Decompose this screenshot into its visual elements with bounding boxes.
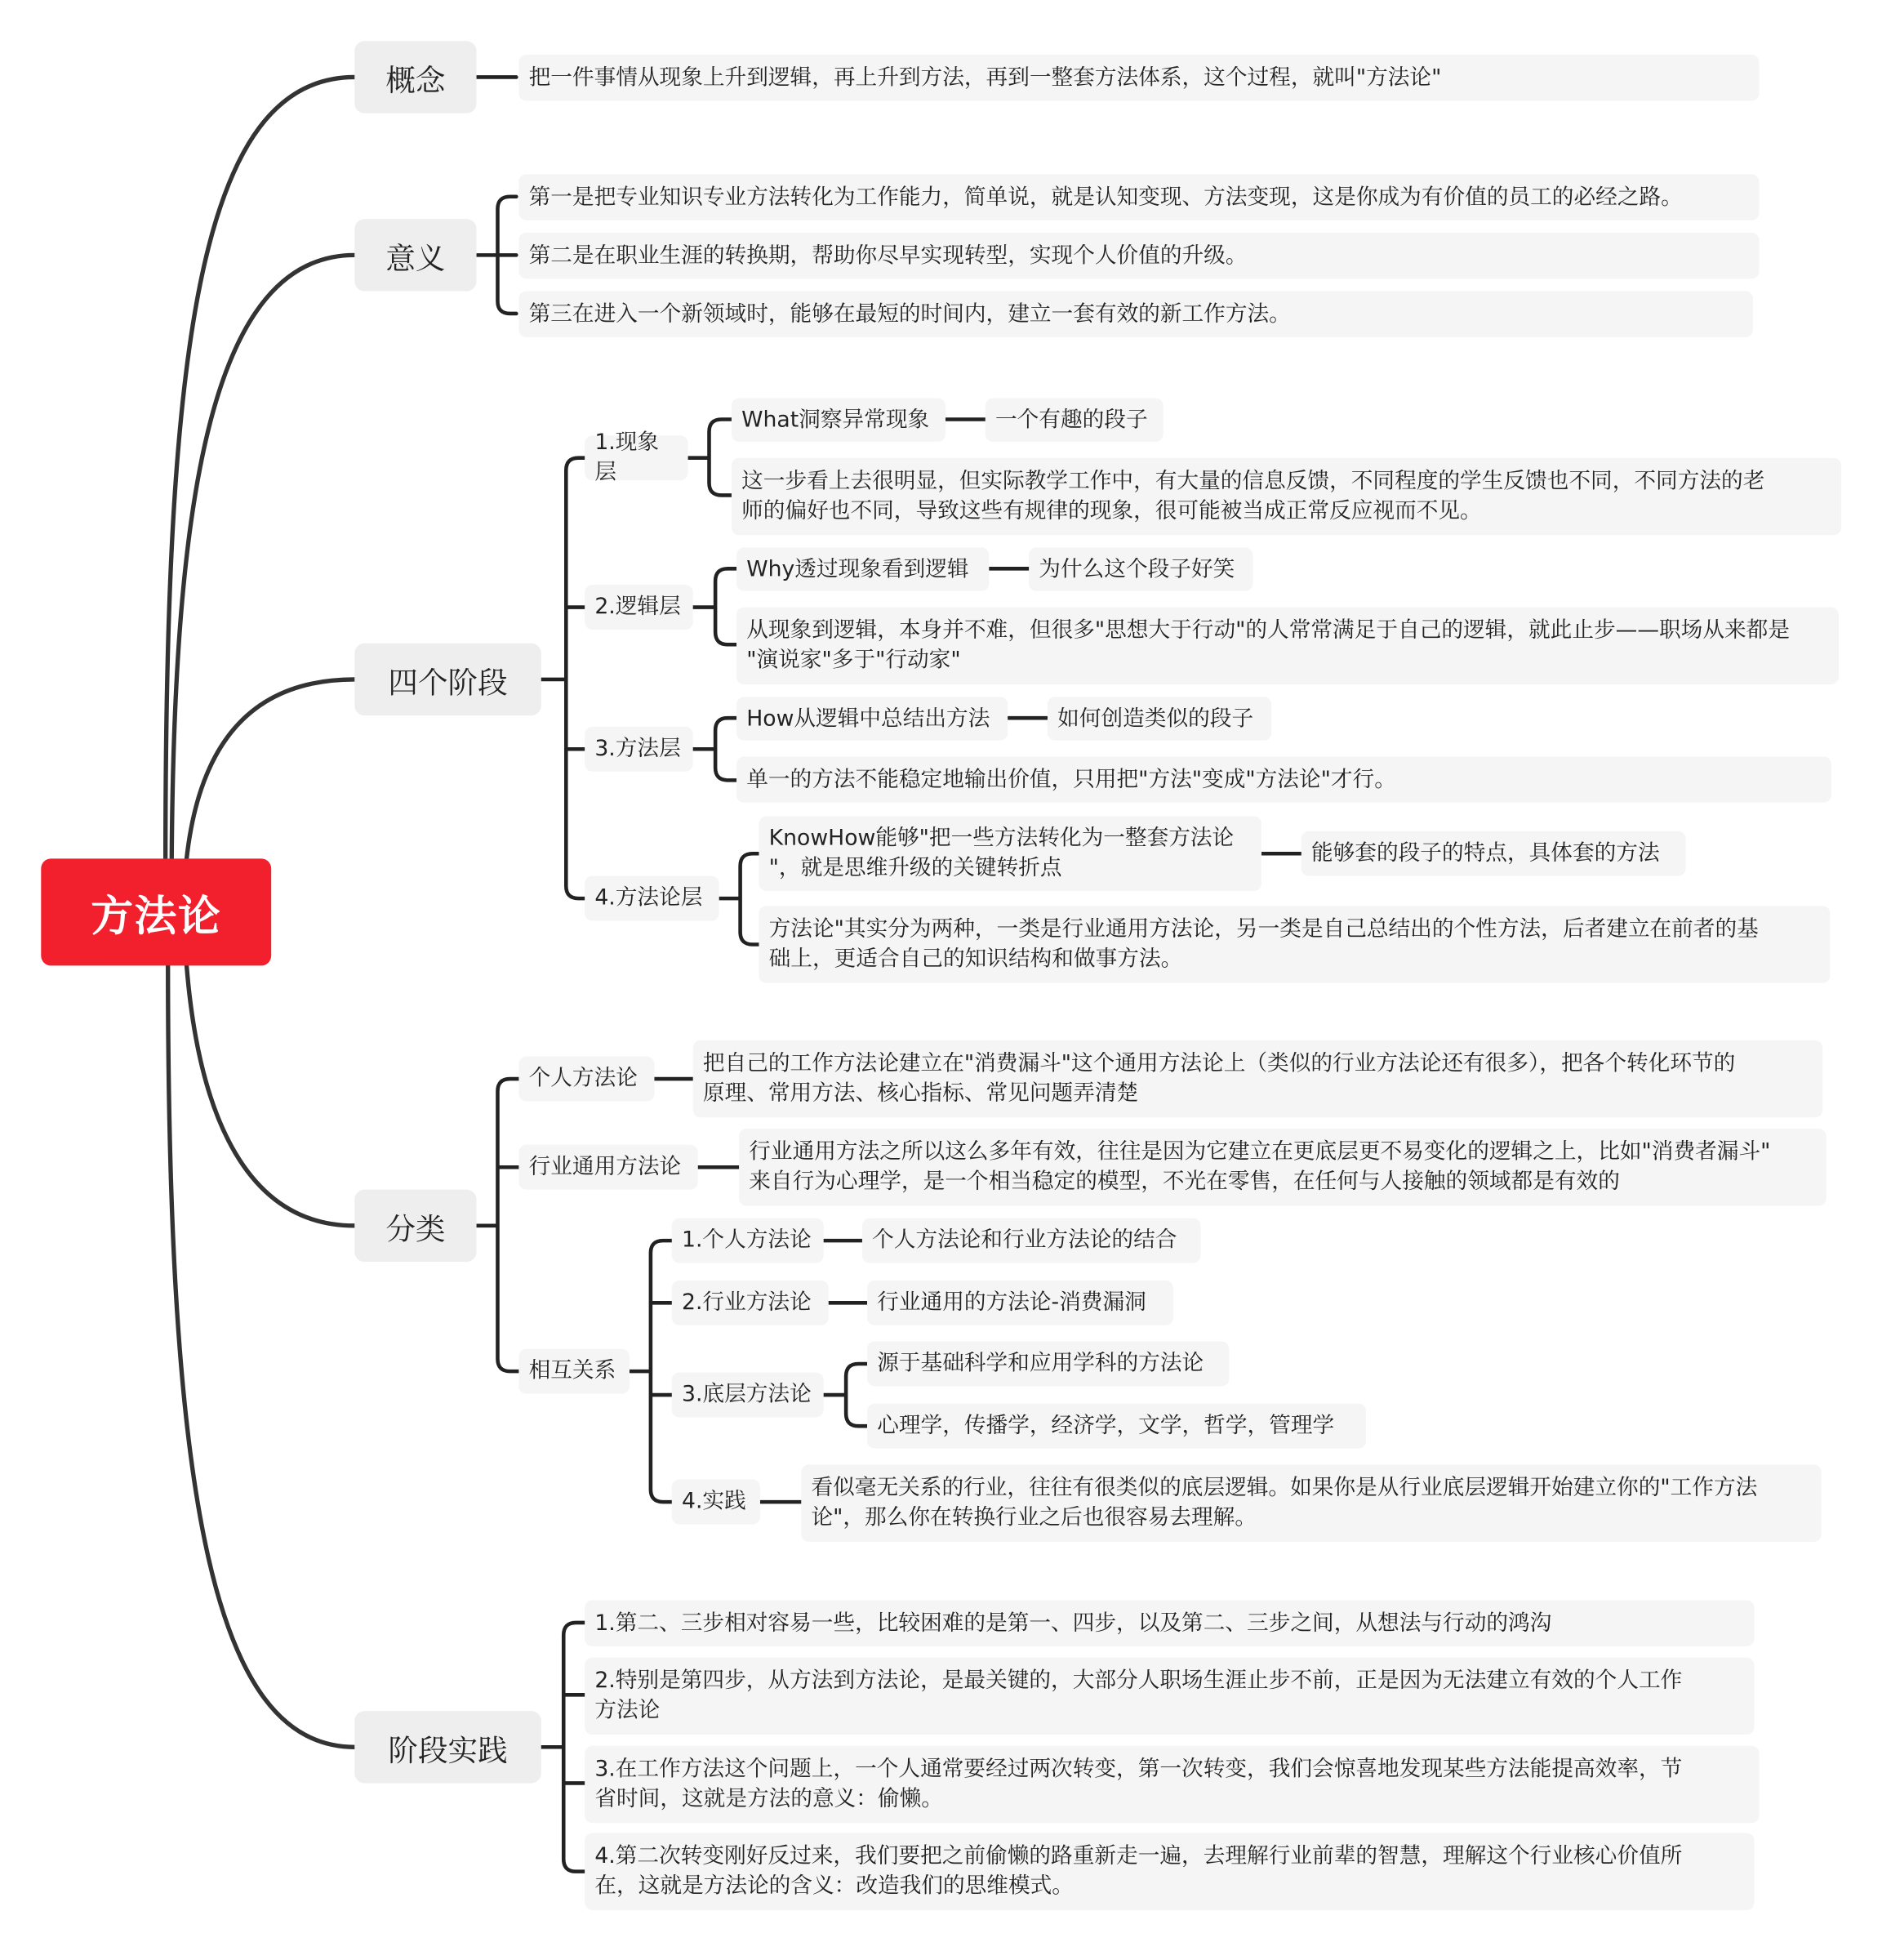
stage-3-question[interactable]: How从逻辑中总结出方法: [736, 697, 1008, 740]
relation-4-text[interactable]: 看似毫无关系的行业，往往有很类似的底层逻辑。如果你是从行业底层逻辑开始建立你的"工作方法 论"，那么你在转换行业之后也很容易去理解。: [801, 1464, 1821, 1541]
stage-4-question[interactable]: KnowHow能够"把一些方法转化为一整套方法论 "，就是思维升级的关键转折点: [759, 817, 1261, 891]
root-node[interactable]: 方法论: [41, 858, 271, 965]
relation-4-label[interactable]: 4.实践: [672, 1480, 760, 1525]
stage-1-example[interactable]: 一个有趣的段子: [986, 399, 1164, 442]
stage-3-example[interactable]: 如何创造类似的段子: [1048, 697, 1271, 740]
stage-4-note[interactable]: 方法论"其实分为两种，一类是行业通用方法论，另一类是自己总结出的个性方法，后者建立在前者的基 础上，更适合自己的知识结构和做事方法。: [759, 906, 1830, 982]
branch-classification[interactable]: 分类: [354, 1190, 476, 1262]
branch-practice[interactable]: 阶段实践: [354, 1711, 541, 1783]
stage-2-label[interactable]: 2.逻辑层: [585, 585, 693, 630]
relation-2-label[interactable]: 2.行业方法论: [672, 1281, 829, 1325]
branch-meaning[interactable]: 意义: [354, 219, 476, 291]
link-practice: [168, 965, 355, 1747]
class-industry-label[interactable]: 行业通用方法论: [518, 1145, 697, 1190]
relation-3-label[interactable]: 3.底层方法论: [672, 1373, 824, 1418]
link-concept: [166, 77, 355, 858]
class-personal-text[interactable]: 把自己的工作方法论建立在"消费漏斗"这个通用方法论上（类似的行业方法论还有很多），把各个转化环节的 原理、常用方法、核心指标、常见问题弄清楚: [693, 1040, 1823, 1117]
stage-4-label[interactable]: 4.方法论层: [585, 876, 719, 921]
stage-1-label[interactable]: 1.现象层: [585, 435, 687, 480]
link-meaning: [171, 255, 354, 858]
class-personal-label[interactable]: 个人方法论: [518, 1057, 654, 1102]
stage-1-question[interactable]: What洞察异常现象: [732, 399, 946, 442]
practice-item-2[interactable]: 2.特别是第四步，从方法到方法论，是最关键的，大部分人职场生涯止步不前，正是因为无法建立有效的个人工作 方法论: [585, 1658, 1754, 1735]
link-class: [187, 965, 355, 1225]
relation-2-text[interactable]: 行业通用的方法论-消费漏洞: [867, 1281, 1173, 1325]
practice-item-3[interactable]: 3.在工作方法这个问题上，一个人通常要经过两次转变，第一次转变，我们会惊喜地发现某些方法能提高效率，节 省时间，这就是方法的意义：偷懒。: [585, 1746, 1759, 1823]
class-industry-text[interactable]: 行业通用方法之所以这么多年有效，往往是因为它建立在更底层更不易变化的逻辑之上，比如"消费者漏斗" 来自行为心理学，是一个相当稳定的模型，不光在零售，在任何与人接触的领域都是有效的: [739, 1129, 1826, 1205]
relation-1-text[interactable]: 个人方法论和行业方法论的结合: [862, 1218, 1200, 1263]
meaning-item-2[interactable]: 第二是在职业生涯的转换期，帮助你尽早实现转型，实现个人价值的升级。: [518, 233, 1759, 278]
practice-item-4[interactable]: 4.第二次转变刚好反过来，我们要把之前偷懒的路重新走一遍，去理解行业前辈的智慧，理解这个行业核心价值所 在，这就是方法论的含义：改造我们的思维模式。: [585, 1833, 1754, 1909]
stage-2-note[interactable]: 从现象到逻辑，本身并不难，但很多"思想大于行动"的人常常满足于自己的逻辑，就此止步——职场从来都是 "演说家"多于"行动家": [736, 608, 1839, 684]
stage-2-question[interactable]: Why透过现象看到逻辑: [736, 547, 989, 590]
concept-text[interactable]: 把一件事情从现象上升到逻辑，再上升到方法，再到一整套方法体系，这个过程，就叫"方法论": [518, 55, 1759, 100]
meaning-item-1[interactable]: 第一是把专业知识专业方法转化为工作能力，简单说，就是认知变现、方法变现，这是你成为有价值的员工的必经之路。: [518, 174, 1759, 220]
branch-four-stages[interactable]: 四个阶段: [354, 644, 541, 715]
relation-1-label[interactable]: 1.个人方法论: [672, 1218, 824, 1263]
class-relation-label[interactable]: 相互关系: [518, 1349, 630, 1394]
link-stages: [187, 679, 355, 858]
stage-1-note[interactable]: 这一步看上去很明显，但实际教学工作中，有大量的信息反馈，不同程度的学生反馈也不同，不同方法的老 师的偏好也不同，导致这些有规律的现象，很可能被当成正常反应视而不见。: [732, 458, 1841, 535]
relation-3-text-1[interactable]: 源于基础科学和应用学科的方法论: [867, 1342, 1229, 1387]
relation-3-text-2[interactable]: 心理学，传播学，经济学，文学，哲学，管理学: [867, 1404, 1366, 1449]
meaning-item-3[interactable]: 第三在进入一个新领域时，能够在最短的时间内，建立一套有效的新工作方法。: [518, 292, 1753, 337]
practice-item-1[interactable]: 1.第二、三步相对容易一些，比较困难的是第一、四步，以及第二、三步之间，从想法与行动的鸿沟: [585, 1600, 1754, 1646]
stage-3-label[interactable]: 3.方法层: [585, 727, 693, 772]
stage-2-example[interactable]: 为什么这个段子好笑: [1029, 547, 1253, 590]
stage-4-example[interactable]: 能够套的段子的特点，具体套的方法: [1301, 831, 1686, 876]
stage-3-note[interactable]: 单一的方法不能稳定地输出价值，只用把"方法"变成"方法论"才行。: [736, 756, 1831, 802]
branch-concept[interactable]: 概念: [354, 41, 476, 113]
